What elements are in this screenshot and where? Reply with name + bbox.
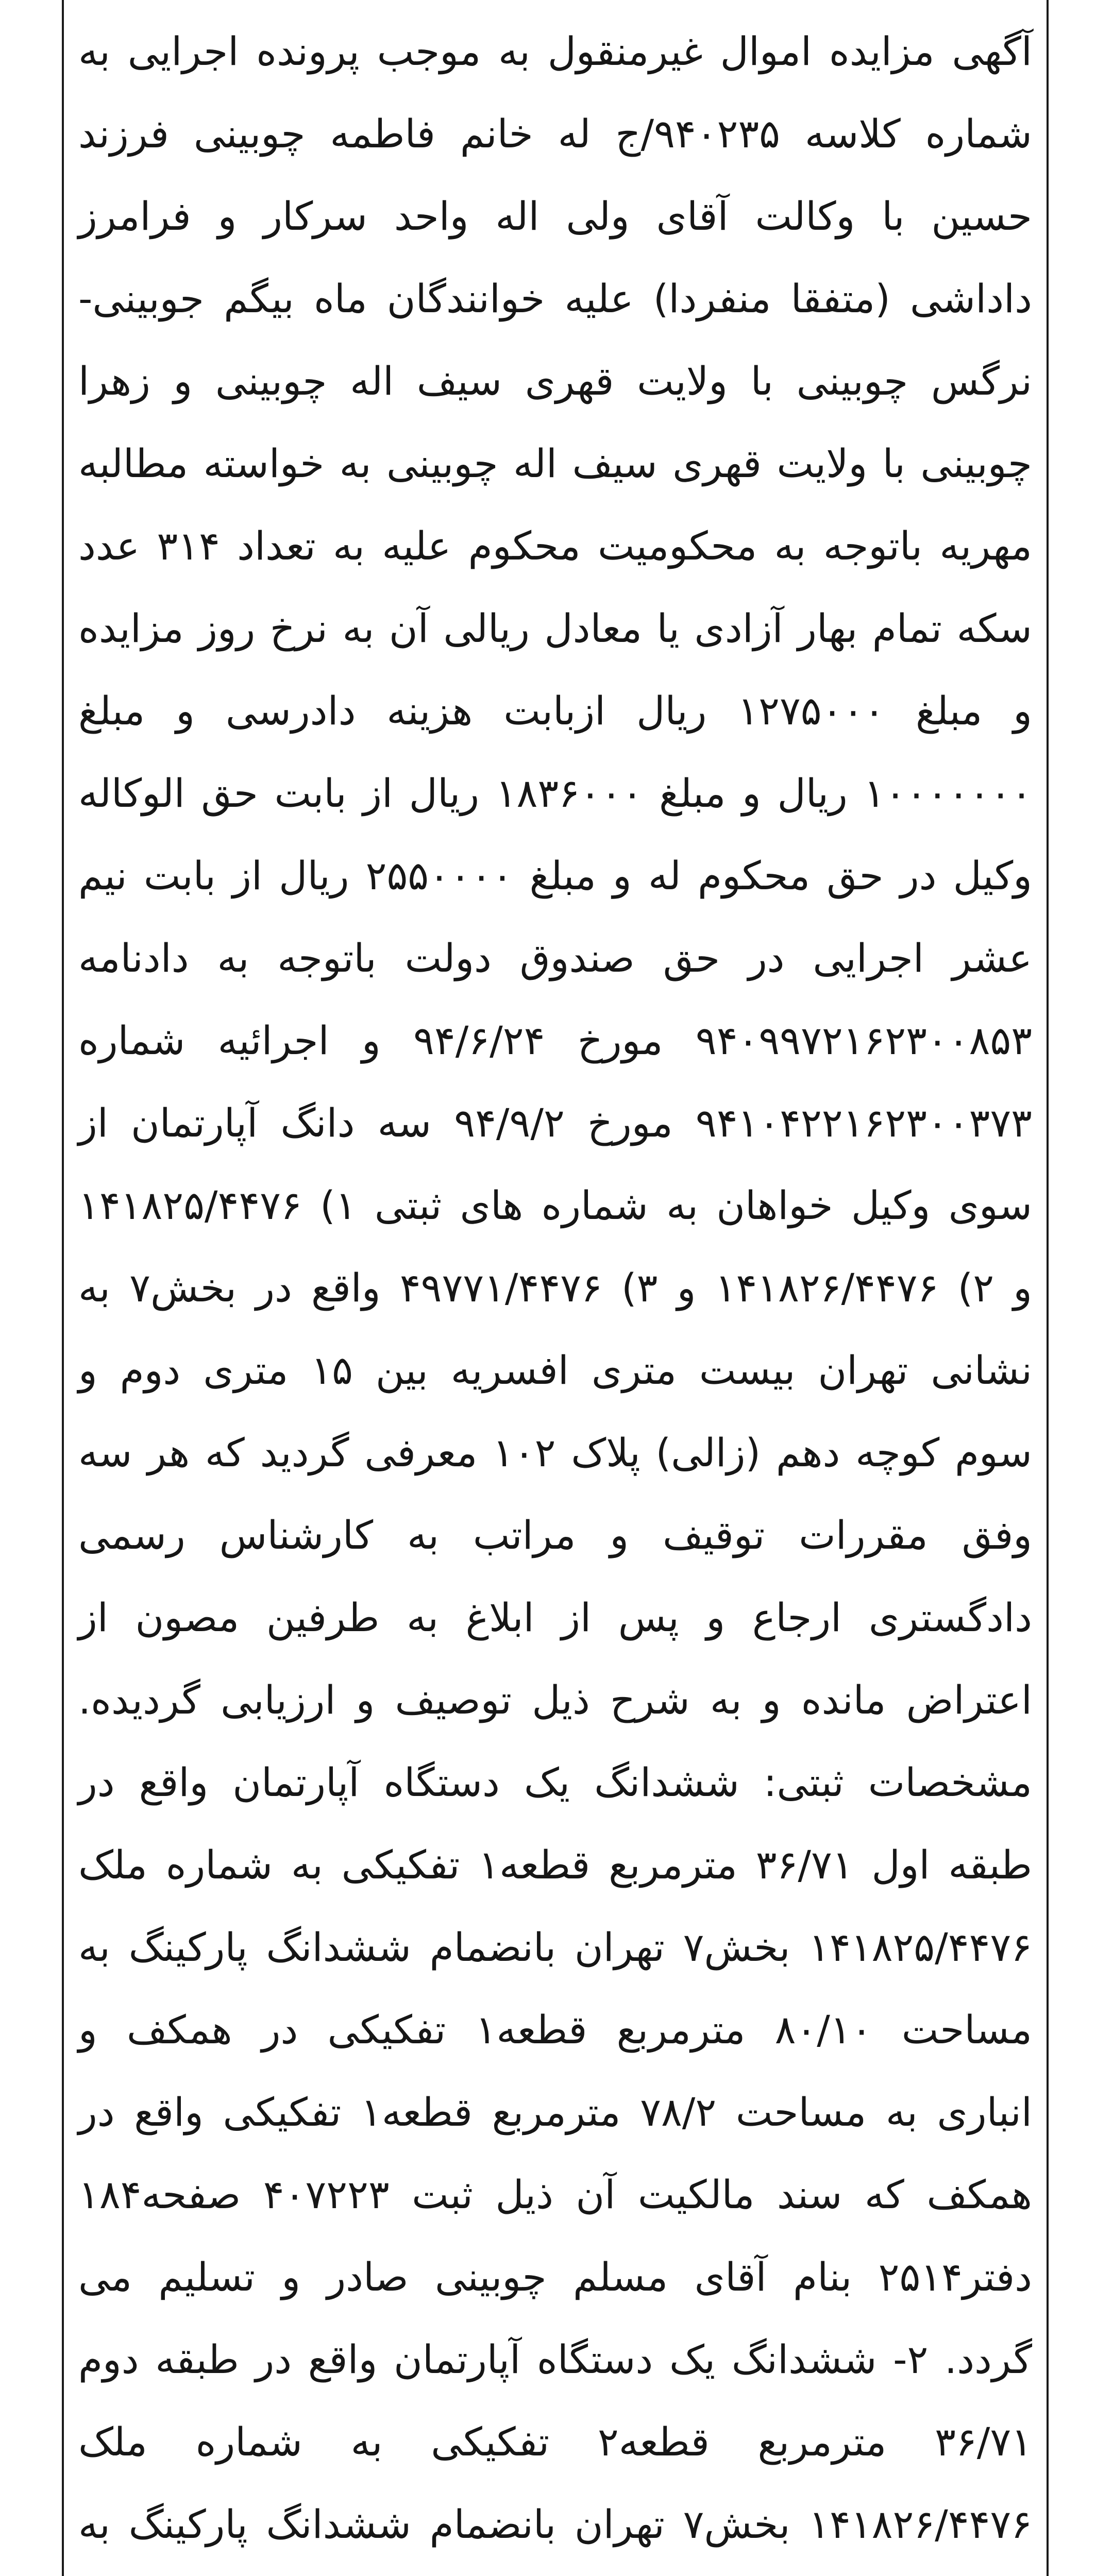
notice-body: آگهی مزایده اموال غیرمنقول به موجب پرونده اجرایی به شماره کلاسه ۹۴۰۲۳۵/ج له خانم فاطمه چوبینی فرزند حسین با وکالت آقای ولی اله واحد سرکار و فرامرز داداشی (متفقا منفردا) علیه خوانندگان ماه بیگم جوبینی- نرگس چوبینی با ولایت قهری سیف اله چوبینی و زهرا چوبینی با ولایت قهری سیف اله چوبینی به خواسته مطالبه مهریه باتوجه به محکومیت محکوم علیه به تعداد ۳۱۴ عدد سکه تمام بهار آزادی یا معادل ریالی آن به نرخ روز مزایده و مبلغ ۱۲۷۵۰۰۰ ریال ازبابت هزینه دادرسی و مبلغ ۱۰۰۰۰۰۰۰ ریال و مبلغ ۱۸۳۶۰۰۰ ریال از بابت حق الوکاله وکیل در حق محکوم له و مبلغ ۲۵۵۰۰۰۰ ریال از بابت نیم عشر اجرایی در حق صندوق دولت باتوجه به دادنامه ۹۴۰۹۹۷۲۱۶۲۳۰۰۸۵۳ مورخ ۹۴/۶/۲۴ و اجرائیه شماره ۹۴۱۰۴۲۲۱۶۲۳۰۰۳۷۳ مورخ ۹۴/۹/۲ سه دانگ آپارتمان از سوی وکیل خواهان به شماره های ثبتی ۱) ۱۴۱۸۲۵/۴۴۷۶ و ۲) ۱۴۱۸۲۶/۴۴۷۶ و ۳) ۴۹۷۷۱/۴۴۷۶ واقع در بخش۷ به نشانی تهران بیست متری افسریه بین ۱۵ متری دوم و سوم کوچه دهم (زالی) پلاک ۱۰۲ معرفی گردید که هر سه وفق مقررات توقیف و مراتب به کارشناس رسمی دادگستری ارجاع و پس از ابلاغ به طرفین مصون از اعتراض مانده و به شرح ذیل توصیف و ارزیابی گردیده. مشخصات ثبتی: ششدانگ یک دستگاه آپارتمان واقع در طبقه اول ۳۶/۷۱ مترمربع قطعه۱ تفکیکی به شماره ملک ۱۴۱۸۲۵/۴۴۷۶ بخش۷ تهران بانضمام ششدانگ پارکینگ به مساحت ۸۰/۱۰ مترمربع قطعه۱ تفکیکی در همکف و انباری به مساحت ۷۸/۲ مترمربع قطعه۱ تفکیکی واقع در همکف که سند مالکیت آن ذیل ثبت ۴۰۷۲۲۳ صفحه۱۸۴ دفتر۲۵۱۴ بنام آقای مسلم چوبینی صادر و تسلیم می گردد. ۲- ششدانگ یک دستگاه آپارتمان واقع در طبقه دوم ۳۶/۷۱ مترمربع قطعه۲ تفکیکی به شماره ملک ۱۴۱۸۲۶/۴۴۷۶ بخش۷ تهران بانضمام ششدانگ پارکینگ به xyxy=(78,28,1033,2547)
legal-notice xyxy=(62,0,1049,2576)
